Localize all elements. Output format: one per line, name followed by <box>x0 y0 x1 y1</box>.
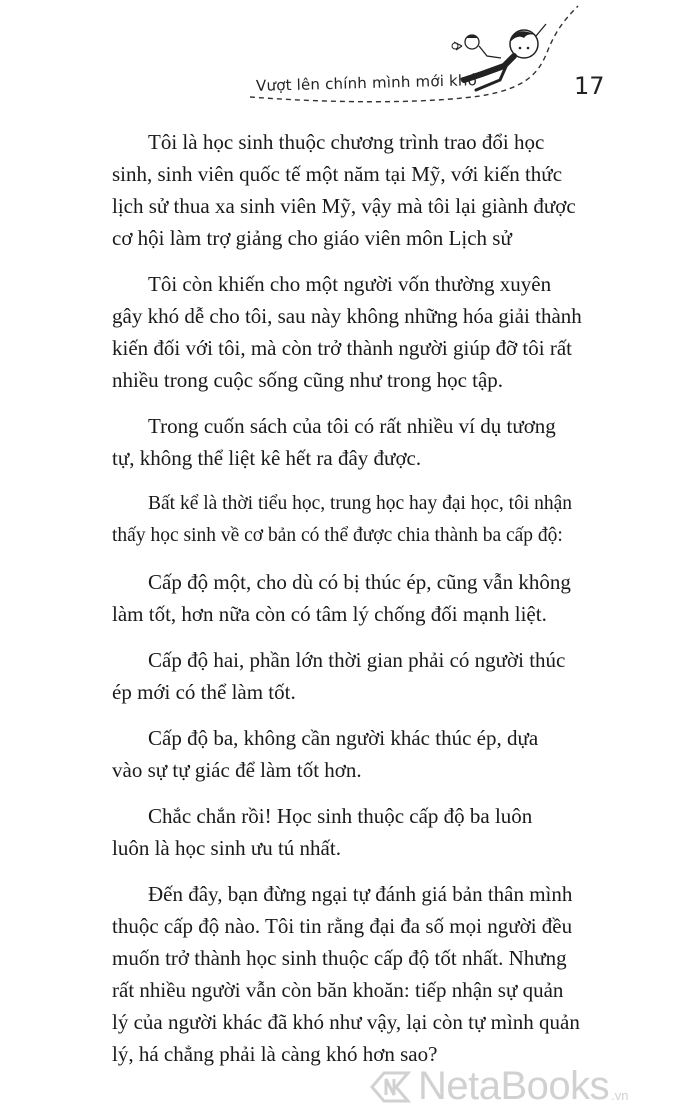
text-line: Tôi là học sinh thuộc chương trình trao đổi học <box>148 130 545 154</box>
paragraph <box>112 566 612 630</box>
watermark-brand: NetaBooks <box>418 1064 610 1108</box>
body-text <box>112 126 612 1084</box>
small-kid-figure <box>452 35 501 59</box>
text-line: Tôi còn khiến cho một người vốn thường xuyên <box>148 272 552 296</box>
text-line: Trong cuốn sách của tôi có rất nhiều ví dụ tương <box>148 414 556 438</box>
paragraph <box>112 722 612 786</box>
text-line: muốn trở thành học sinh thuộc cấp độ tốt nhất. Nhưng <box>112 946 567 970</box>
text-line: nhiều trong cuộc sống cũng như trong học tập. <box>112 368 504 392</box>
paragraph <box>112 800 612 864</box>
text-line: sinh, sinh viên quốc tế một năm tại Mỹ, với kiến thức <box>112 162 563 186</box>
text-line: rất nhiều người vẫn còn băn khoăn: tiếp nhận sự quản <box>112 978 564 1002</box>
text-line: luôn là học sinh ưu tú nhất. <box>112 836 341 860</box>
page-number: 17 <box>574 72 605 100</box>
text-line: Chắc chắn rồi! Học sinh thuộc cấp độ ba luôn <box>148 804 533 828</box>
text-line: làm tốt, hơn nữa còn có tâm lý chống đối mạnh liệt. <box>112 602 547 626</box>
netabooks-logo-icon <box>368 1067 412 1107</box>
text-line: Đến đây, bạn đừng ngại tự đánh giá bản thân mình <box>148 882 573 906</box>
watermark-suffix: .vn <box>611 1088 629 1103</box>
page-header <box>0 0 700 120</box>
text-line: gây khó dễ cho tôi, sau này không những hóa giải thành <box>112 304 582 328</box>
paragraph <box>112 878 612 1070</box>
paragraph <box>112 268 612 396</box>
text-line: thuộc cấp độ nào. Tôi tin rằng đại đa số mọi người đều <box>112 914 573 938</box>
netabooks-watermark <box>368 1064 629 1109</box>
text-line: Cấp độ một, cho dù có bị thúc ép, cũng vẫn không <box>148 570 571 594</box>
flying-kids-illustration <box>0 0 700 120</box>
text-line: Bất kể là thời tiểu học, trung học hay đại học, tôi nhận <box>148 493 573 514</box>
text-line: lý của người khác đã khó như vậy, lại còn tự mình quản <box>112 1010 580 1034</box>
text-line: lịch sử thua xa sinh viên Mỹ, vậy mà tôi lại giành được <box>112 194 576 218</box>
text-line: ép mới có thể làm tốt. <box>112 680 296 704</box>
text-line: cơ hội làm trợ giảng cho giáo viên môn Lịch sử <box>112 226 512 250</box>
text-line: kiến đối với tôi, mà còn trở thành người giúp đỡ tôi rất <box>112 336 572 360</box>
paragraph <box>112 126 612 254</box>
text-line: thấy học sinh về cơ bản có thể được chia thành ba cấp độ: <box>112 525 563 546</box>
running-title: Vượt lên chính mình mới khó <box>255 71 478 95</box>
text-line: Cấp độ ba, không cần người khác thúc ép, dựa <box>148 726 539 750</box>
text-line: vào sự tự giác để làm tốt hơn. <box>112 758 362 782</box>
paragraph <box>112 644 612 708</box>
text-line: lý, há chẳng phải là càng khó hơn sao? <box>112 1042 438 1066</box>
paragraph <box>112 488 612 552</box>
text-line: tự, không thể liệt kê hết ra đây được. <box>112 446 422 470</box>
paragraph <box>112 410 612 474</box>
text-line: Cấp độ hai, phần lớn thời gian phải có người thúc <box>148 648 566 672</box>
